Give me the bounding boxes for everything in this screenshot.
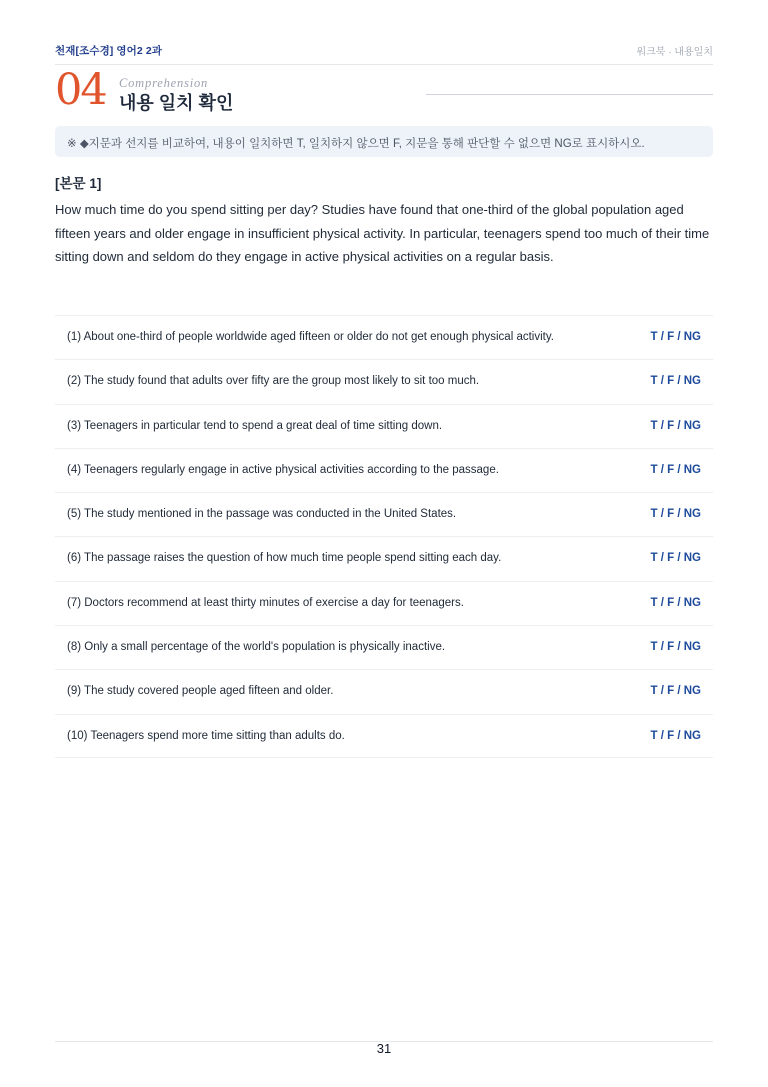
question-row	[55, 359, 713, 403]
question-text: (9) The study covered people aged fifteen and older.	[67, 685, 334, 698]
section-subtitle: Comprehension	[119, 76, 209, 90]
question-text: (8) Only a small percentage of the world's population is physically inactive.	[67, 641, 446, 654]
answer-options[interactable]: T / F / NG	[650, 685, 701, 698]
question-text: (4) Teenagers regularly engage in active physical activities according to the passage.	[67, 463, 499, 476]
header-divider	[55, 64, 713, 65]
question-text: (10) Teenagers spend more time sitting than adults do.	[67, 729, 345, 742]
section-title: 내용 일치 확인	[119, 93, 234, 113]
answer-options[interactable]: T / F / NG	[650, 508, 701, 521]
question-list	[55, 315, 713, 758]
question-row	[55, 448, 713, 492]
question-row	[55, 669, 713, 713]
passage-label: [본문 1]	[55, 176, 102, 191]
question-row	[55, 536, 713, 580]
answer-options[interactable]: T / F / NG	[650, 596, 701, 609]
question-text: (3) Teenagers in particular tend to spend a great deal of time sitting down.	[67, 419, 443, 432]
question-row	[55, 404, 713, 448]
answer-options[interactable]: T / F / NG	[650, 729, 701, 742]
answer-options[interactable]: T / F / NG	[650, 331, 701, 343]
answer-options[interactable]: T / F / NG	[650, 463, 701, 476]
answer-options[interactable]: T / F / NG	[650, 641, 701, 654]
answer-options[interactable]: T / F / NG	[650, 375, 701, 388]
question-text: (6) The passage raises the question of how much time people spend sitting each day.	[67, 552, 502, 565]
title-divider	[426, 94, 713, 95]
page-number: 31	[376, 1041, 392, 1056]
question-row	[55, 315, 713, 359]
question-text: (5) The study mentioned in the passage was conducted in the United States.	[67, 508, 457, 521]
instruction-box	[55, 126, 713, 157]
question-row	[55, 714, 713, 758]
header-category: 워크북 · 내용일치	[636, 47, 713, 58]
question-text: (2) The study found that adults over fifty are the group most likely to sit too much.	[67, 375, 480, 388]
question-text: (1) About one-third of people worldwide aged fifteen or older do not get enough physical activity.	[67, 331, 554, 343]
answer-options[interactable]: T / F / NG	[650, 552, 701, 565]
instruction-text: ※ ◆지문과 선지를 비교하여, 내용이 일치하면 T, 일치하지 않으면 F, 지문을 통해 판단할 수 없으면 NG로 표시하시오.	[67, 138, 645, 150]
section-number: 04	[55, 65, 106, 115]
worksheet-page	[55, 0, 713, 1087]
question-row	[55, 581, 713, 625]
question-row	[55, 625, 713, 669]
question-text: (7) Doctors recommend at least thirty minutes of exercise a day for teenagers.	[67, 596, 464, 609]
answer-options[interactable]: T / F / NG	[650, 419, 701, 432]
question-row	[55, 492, 713, 536]
page-header	[55, 43, 713, 57]
passage-text: How much time do you spend sitting per day? Studies have found that one-third of the global population aged fifteen years and older engage in insufficient physical activity. In particular, teenagers spend too much of their time sitting down and seldom do they engage in active physical activities on a regular basis.	[55, 202, 710, 264]
header-course: 천재[조수경] 영어2 2과	[55, 45, 163, 57]
